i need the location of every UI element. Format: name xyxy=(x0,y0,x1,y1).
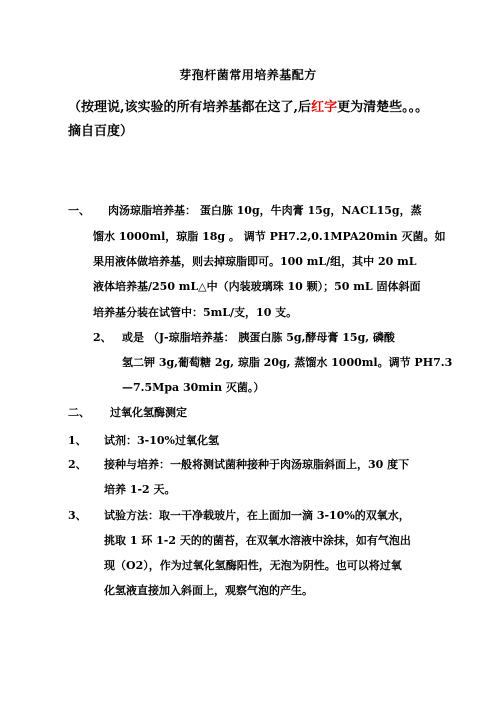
intro-red-text: 红字 xyxy=(311,100,338,115)
item3-line-4: 化氢液直接加入斜面上，观察气泡的产生。 xyxy=(104,584,313,597)
item3-number: 3、 xyxy=(68,509,87,522)
item2-number: 2、 xyxy=(68,458,87,471)
section1-line-2: 馏水 1000ml，琼脂 18g 。 调节 PH7.2,0.1MPA20min 灭菌。如 xyxy=(93,230,446,243)
item3-line-1: 试验方法：取一干净载玻片，在上面加一滴 3-10%的双氧水， xyxy=(104,509,410,522)
section1-alt-line-2: 氢二钾 3g,葡萄糖 2g, 琼脂 20g, 蒸馏水 1000ml。调节 PH7.3 xyxy=(122,356,453,369)
intro-text-line2: 摘自百度） xyxy=(68,124,134,139)
item1-line-1: 试剂：3-10%过氧化氢 xyxy=(104,434,219,447)
intro-paragraph xyxy=(68,96,440,144)
intro-text-part2: 更为清楚些。。。 xyxy=(337,100,429,115)
item3-line-3: 现（O2），作为过氧化氢酶阳性，无泡为阴性。也可以将过氧 xyxy=(104,559,402,572)
item3-line-2: 挑取 1 环 1-2 天的的菌苔，在双氧水溶液中涂抹，如有气泡出 xyxy=(104,534,411,547)
section1-line-5: 培养基分装在试管中：5mL/支，10 支。 xyxy=(93,306,298,319)
item2-line-1: 接种与培养：一般将测试菌种接种于肉汤琼脂斜面上，30 度下 xyxy=(104,458,410,471)
section1-line-1: 肉汤琼脂培养基： 蛋白胨 10g，牛肉膏 15g，NACL15g，蒸 xyxy=(108,204,422,217)
item1-number: 1、 xyxy=(68,434,87,447)
section1-alt-line-3: —7.5Mpa 30min 灭菌。） xyxy=(122,381,265,394)
section1-alt-line-1: 或是 （J-琼脂培养基： 胰蛋白胨 5g,酵母膏 15g, 磷酸 xyxy=(122,331,395,344)
section2-heading: 过氧化氢酶测定 xyxy=(110,406,187,419)
section1-line-3: 果用液体做培养基，则去掉琼脂即可。100 mL/组，其中 20 mL xyxy=(93,255,417,268)
section1-number: 一、 xyxy=(68,204,90,217)
item2-line-2: 培养 1-2 天。 xyxy=(104,483,176,496)
section1-alt-number: 2、 xyxy=(93,331,112,344)
document-title: 芽孢杆菌常用培养基配方 xyxy=(179,68,317,82)
section1-line-4: 液体培养基/250 mL△中（内装玻璃珠 10 颗）；50 mL 固体斜面 xyxy=(93,280,421,293)
section2-number: 二、 xyxy=(68,406,90,419)
intro-text-part1: （按理说,该实验的所有培养基都在这了,后 xyxy=(68,100,312,115)
